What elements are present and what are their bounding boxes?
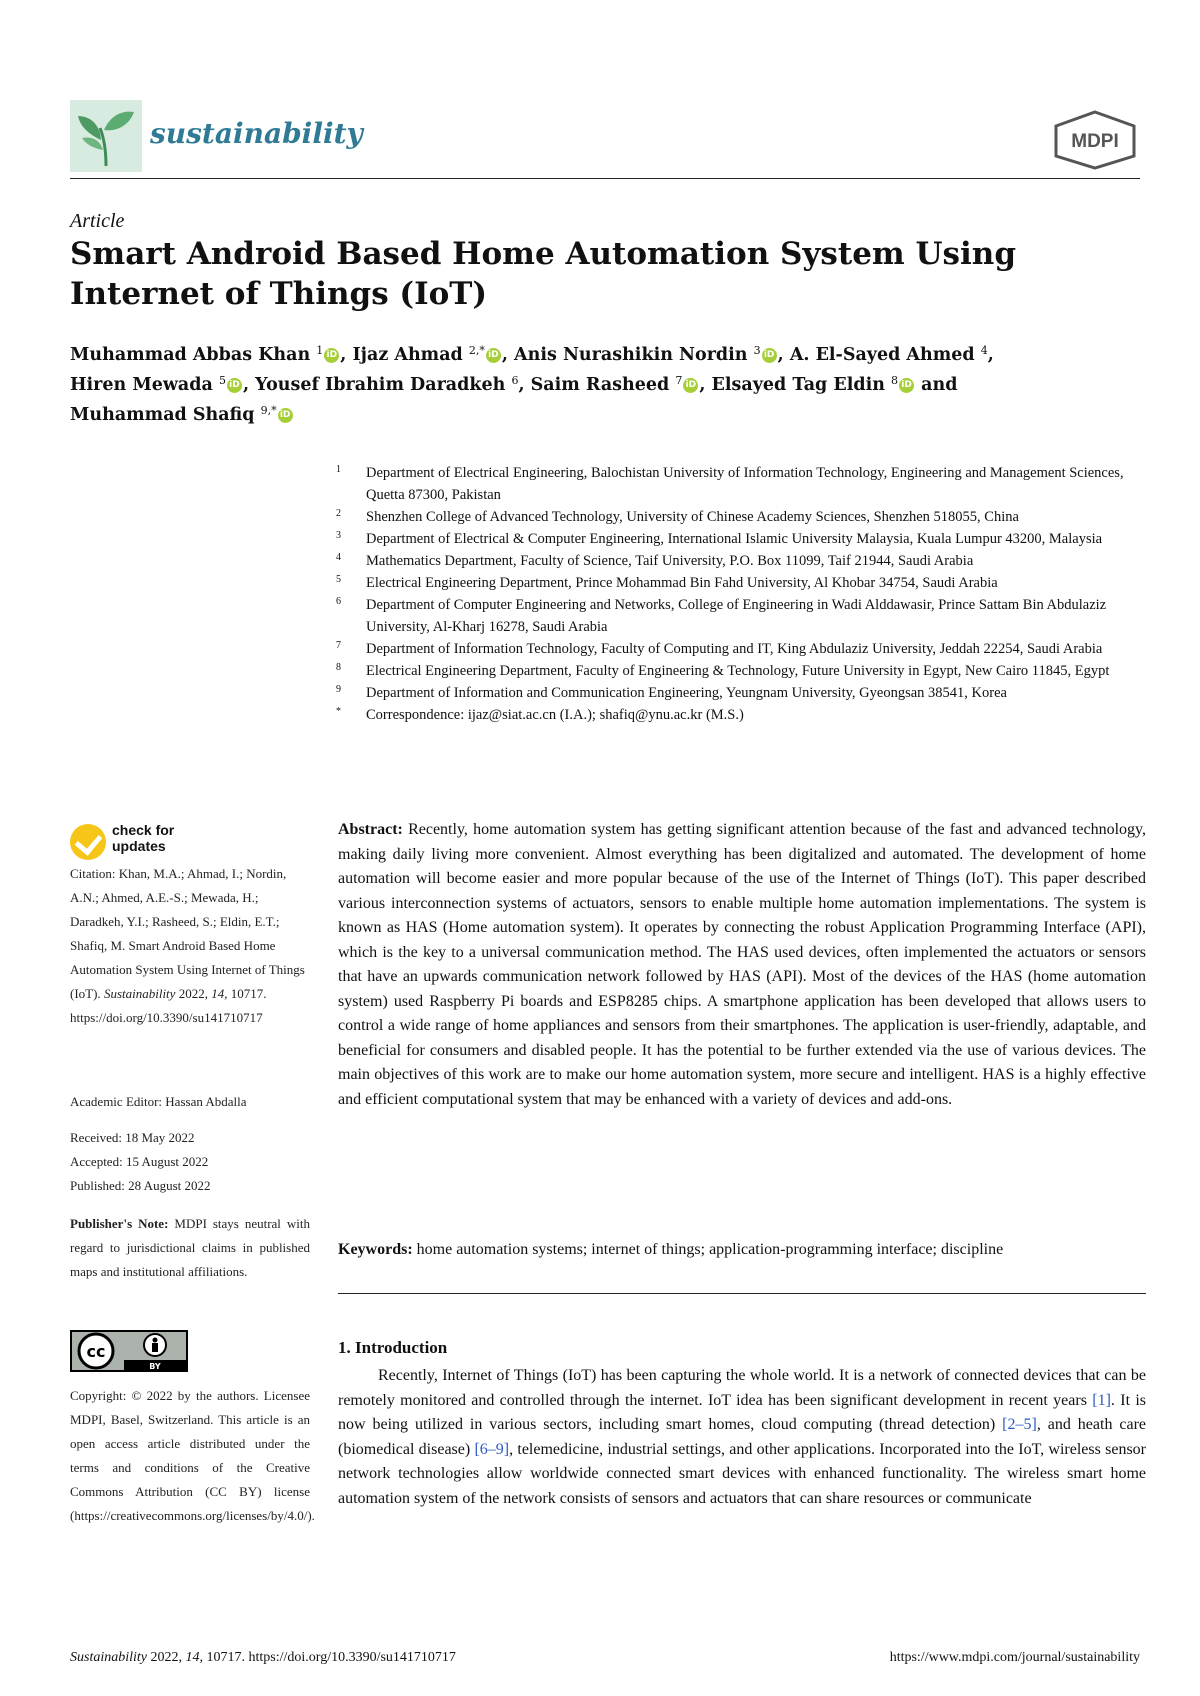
correspondence-text[interactable]: Correspondence: ijaz@siat.ac.cn (I.A.); shafiq@ynu.ac.kr (M.S.) <box>366 707 744 723</box>
affiliation-item <box>336 550 1146 572</box>
dates-block <box>70 1126 310 1198</box>
author-name: Anis Nurashikin Nordin <box>514 345 748 365</box>
orcid-icon[interactable]: iD <box>227 378 242 393</box>
author-name: Hiren Mewada <box>70 375 213 395</box>
check-updates-line2: updates <box>112 838 166 854</box>
affiliation-text: Department of Information Technology, Faculty of Computing and IT, King Abdulaziz University, Jeddah 22254, Saudi Arabia <box>366 641 1103 657</box>
orcid-icon[interactable]: iD <box>683 378 698 393</box>
affiliation-item <box>336 506 1146 528</box>
intro-text: Recently, Internet of Things (IoT) has been capturing the whole world. It is a network of connected devices that can be remotely monitored and controlled through the internet. IoT idea has been significant development in recent years <box>338 1367 1146 1409</box>
citation-link[interactable]: [1] <box>1092 1391 1111 1409</box>
intro-text: , telemedicine, industrial settings, and other applications. Incorporated into the IoT, wireless sensor network technologies allow worldwide connected smart devices with enhanced functionality. The wireless smart home automation system of the network consists of sensors and actuators that can share resources or communicate <box>338 1440 1146 1507</box>
abstract <box>338 818 1146 1112</box>
copyright-notice: Copyright: © 2022 by the authors. Licensee MDPI, Basel, Switzerland. This article is an open access article distributed under the terms and conditions of the Creative Commons Attribution (CC BY) license (https://creativecommons.org/licenses/by/4.0/). <box>70 1388 315 1523</box>
author-conjunction: and <box>921 375 958 395</box>
author-list: Muhammad Abbas Khan $^1$ iD , Ijaz Ahmad $^{2,*}$ iD , Anis Nurashikin Nordin $^3$ iD , A. El-Sayed Ahmed $^4$, Hiren Mewada $^5$ iD , Yousef Ibrahim Daradkeh $^6$, Saim Rasheed $^7$ iD , Elsayed Tag Eldin $^8$ iD and Muhammad Shafiq $^{9,*}$ iD <box>70 344 994 425</box>
intro-text: , and heath care (biomedical disease) <box>338 1416 1146 1458</box>
affiliation-item <box>336 462 1146 506</box>
author-affiliation-mark: 1 <box>316 344 324 357</box>
paper-title: Smart Android Based Home Automation System Using Internet of Things (IoT) <box>70 236 1016 312</box>
publishers-note-label: Publisher's Note: <box>70 1216 169 1231</box>
mdpi-logo-text: MDPI <box>1071 131 1119 152</box>
citation-volume: 14, <box>211 986 228 1001</box>
affiliation-number: 3 <box>336 530 341 541</box>
citation-label: Citation: <box>70 866 116 881</box>
correspondence-item <box>336 704 1146 726</box>
orcid-icon[interactable]: iD <box>899 378 914 393</box>
keywords <box>338 1238 1146 1263</box>
abstract-label: Abstract: <box>338 821 403 838</box>
affiliation-number: 4 <box>336 552 341 563</box>
affiliation-text: Department of Computer Engineering and Networks, College of Engineering in Wadi Alddawasir, Prince Sattam Bin Abdulaziz University, Al-Kharj 16278, Saudi Arabia <box>366 597 1107 635</box>
affiliation-text: Department of Electrical Engineering, Balochistan University of Information Technology, Engineering and Management Sciences, Quetta 87300, Pakistan <box>366 465 1124 503</box>
footer-volume: 14, <box>185 1650 203 1665</box>
author-affiliation-mark: 2,* <box>468 344 485 357</box>
check-updates-line1: check for <box>112 822 175 838</box>
author-name: Ijaz Ahmad <box>352 345 463 365</box>
orcid-icon[interactable]: iD <box>278 408 293 423</box>
affiliation-item <box>336 660 1146 682</box>
affiliation-text: Shenzhen College of Advanced Technology, University of Chinese Academy Sciences, Shenzhen 518055, China <box>366 509 1019 525</box>
affiliation-number: 8 <box>336 662 341 673</box>
citation-doi[interactable]: 10717. https://doi.org/10.3390/su141710717 <box>70 986 267 1025</box>
keywords-text: home automation systems; internet of things; application-programming interface; discipline <box>416 1241 1004 1258</box>
journal-logo <box>70 100 142 172</box>
affiliation-text: Mathematics Department, Faculty of Science, Taif University, P.O. Box 11099, Taif 21944, Saudi Arabia <box>366 553 974 569</box>
mdpi-logo <box>1052 110 1138 170</box>
publishers-note-text: MDPI stays neutral with regard to jurisdictional claims in published maps and institutional affiliations. <box>70 1216 310 1279</box>
author-affiliation-mark: 8 <box>891 374 899 387</box>
introduction-paragraph <box>338 1364 1146 1511</box>
affiliation-text: Department of Electrical & Computer Engineering, International Islamic University Malaysia, Kuala Lumpur 43200, Malaysia <box>366 531 1103 547</box>
affiliation-item <box>336 682 1146 704</box>
footer-journal-url[interactable]: https://www.mdpi.com/journal/sustainability <box>889 1650 1140 1665</box>
footer-citation <box>70 1650 456 1666</box>
academic-editor: Academic Editor: Hassan Abdalla <box>70 1094 247 1109</box>
citation-journal: Sustainability <box>103 986 176 1001</box>
section-divider <box>338 1293 1146 1294</box>
journal-name: sustainability <box>150 117 363 150</box>
affiliation-list <box>336 462 1146 726</box>
orcid-icon[interactable]: iD <box>762 348 777 363</box>
date-received: Received: 18 May 2022 <box>70 1130 195 1145</box>
date-published: Published: 28 August 2022 <box>70 1178 211 1193</box>
affiliation-number: * <box>336 706 341 717</box>
affiliation-item <box>336 528 1146 550</box>
affiliation-text: Electrical Engineering Department, Faculty of Engineering & Technology, Future University in Egypt, New Cairo 11845, Egypt <box>366 663 1110 679</box>
affiliation-text: Department of Information and Communication Engineering, Yeungnam University, Gyeongsan 38541, Korea <box>366 685 1007 701</box>
author-affiliation-mark: 3 <box>753 344 761 357</box>
footer-doi[interactable]: 10717. https://doi.org/10.3390/su141710717 <box>206 1650 456 1665</box>
author-name: Elsayed Tag Eldin <box>711 375 885 395</box>
author-affiliation-mark: 4 <box>980 344 988 357</box>
affiliation-number: 1 <box>336 464 341 475</box>
article-type: Article <box>70 210 125 232</box>
author-name: Saim Rasheed <box>530 375 670 395</box>
author-name: Yousef Ibrahim Daradkeh <box>255 375 506 395</box>
keywords-label: Keywords: <box>338 1241 413 1258</box>
check-icon <box>70 824 106 860</box>
section-heading-introduction: 1. Introduction <box>338 1338 448 1357</box>
citation-link[interactable]: [2–5] <box>1002 1416 1037 1433</box>
affiliation-number: 2 <box>336 508 341 519</box>
affiliation-number: 6 <box>336 596 341 607</box>
by-text: BY <box>149 1362 161 1371</box>
date-accepted: Accepted: 15 August 2022 <box>70 1154 209 1169</box>
check-updates-label <box>112 822 174 854</box>
author-affiliation-mark: 7 <box>675 374 683 387</box>
check-for-updates-badge[interactable] <box>70 822 190 862</box>
author-affiliation-mark: 6 <box>511 374 519 387</box>
cc-text: cc <box>86 1342 106 1361</box>
intro-text: . It is now being utilized in various sectors, including smart homes, cloud computing (thread detection) <box>338 1391 1146 1433</box>
orcid-icon[interactable]: iD <box>324 348 339 363</box>
cc-by-license-icon[interactable] <box>70 1330 188 1372</box>
affiliation-number: 9 <box>336 684 341 695</box>
orcid-icon[interactable]: iD <box>486 348 501 363</box>
affiliation-number: 7 <box>336 640 341 651</box>
author-affiliation-mark: 9,* <box>260 404 277 417</box>
abstract-text: Recently, home automation system has getting significant attention because of the fast and advanced technology, making daily living more convenient. Almost everything has been digitalized and automated. The development of home automation will become easier and more popular because of the use of the Internet of Things (IoT). This paper described various interconnection systems of actuators, sensors to enable multiple home automation implementations. The system is known as HAS (Home automation system). It operates by connecting the robust Application Programming Interface (API), which is the key to a universal communication method. The HAS used devices, often implemented the actuators or sensors that have an upwards communication network followed by HAS (API). Most of the devices of the HAS (home automation system) used Raspberry Pi boards and ESP8285 chips. A smartphone application has been developed that allows users to control a wide range of home appliances and sensors from their smartphones. The application is user-friendly, adaptable, and beneficial for consumers and disabled people. It has the potential to be further extended via the use of various devices. The main objectives of this work are to make our home automation system, more secure and intelligent. HAS is a highly effective and efficient computational system that may be enhanced with a variety of devices and add-ons. <box>338 821 1147 1108</box>
publishers-note <box>70 1212 310 1284</box>
footer-journal: Sustainability <box>70 1650 147 1665</box>
footer-year: 2022, <box>150 1650 182 1665</box>
citation-block <box>70 862 310 1030</box>
plant-icon <box>70 100 142 172</box>
author-name: A. El-Sayed Ahmed <box>789 345 975 365</box>
author-name: Muhammad Shafiq <box>70 405 255 425</box>
affiliation-item <box>336 638 1146 660</box>
affiliation-item <box>336 572 1146 594</box>
citation-year: 2022, <box>178 986 208 1001</box>
author-affiliation-mark: 5 <box>218 374 226 387</box>
affiliation-text: Electrical Engineering Department, Prince Mohammad Bin Fahd University, Al Khobar 34754, Saudi Arabia <box>366 575 998 591</box>
citation-text: Khan, M.A.; Ahmad, I.; Nordin, A.N.; Ahmed, A.E.-S.; Mewada, H.; Daradkeh, Y.I.; Rasheed, S.; Eldin, E.T.; Shafiq, M. Smart Android Based Home Automation System Using Internet of Things (IoT). <box>70 866 305 1001</box>
affiliation-item <box>336 594 1146 638</box>
header-divider <box>70 178 1140 179</box>
author-name: Muhammad Abbas Khan <box>70 345 311 365</box>
citation-link[interactable]: [6–9] <box>474 1440 510 1458</box>
affiliation-number: 5 <box>336 574 341 585</box>
